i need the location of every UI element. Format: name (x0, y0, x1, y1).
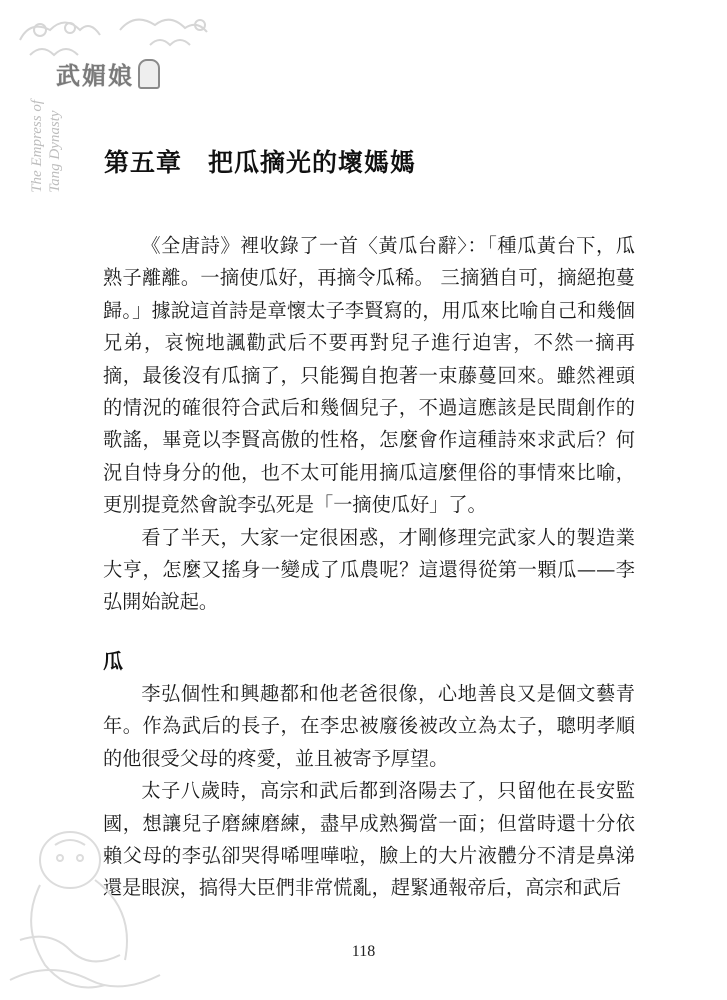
vertical-english-title (28, 100, 64, 193)
section-heading: 瓜 (103, 649, 123, 673)
section-body-text (103, 678, 635, 905)
paragraph: 太子八歲時，高宗和武后都到洛陽去了，只留他在長安監國，想讓兒子磨練磨練，盡早成熟獨當一面；但當時還十分依賴父母的李弘卻哭得唏哩嘩啦，臉上的大片液體分不清是鼻涕還是眼淚，搞得大臣們非常慌亂，趕緊通報帝后，高宗和武后 (103, 779, 635, 900)
seal-icon (138, 59, 160, 89)
cloud-scroll-decoration (0, 0, 260, 110)
series-logo (56, 56, 160, 91)
series-title: 武媚娘 (56, 61, 134, 90)
figure-illustration-decoration (0, 800, 180, 1000)
page-number: 118 (351, 943, 376, 960)
vertical-title-line2: Tang Dynasty (47, 110, 63, 193)
vertical-title-line1: The Empress of (29, 100, 45, 193)
paragraph: 李弘個性和興趣都和他老爸很像，心地善良又是個文藝青年。作為武后的長子，在李忠被廢後被改立為太子，聰明孝順的他很受父母的疼愛，並且被寄予厚望。 (103, 682, 635, 770)
paragraph: 看了半天，大家一定很困惑，才剛修理完武家人的製造業大亨，怎麼又搖身一變成了瓜農呢？這還得從第一顆瓜——李弘開始說起。 (103, 525, 635, 614)
main-body-text (103, 230, 635, 619)
paragraph: 《全唐詩》裡收錄了一首〈黃瓜台辭〉：「種瓜黃台下，瓜熟子離離。一摘使瓜好，再摘令瓜稀。 三摘猶自可，摘絕抱蔓歸。」據說這首詩是章懷太子李賢寫的，用瓜來比喻自己和幾個兄弟，哀惋地諷勸武后不要再對兒子進行迫害，不然一摘再摘，最後沒有瓜摘了，只能獨自抱著一束藤蔓回來。雖然裡頭的情況的確很符合武后和幾個兒子，不過這應該是民間創作的歌謠，畢竟以李賢高傲的性格，怎麼會作這種詩來求武后？何況自恃身分的他，也不太可能用摘瓜這麼俚俗的事情來比喻，更別提竟然會說李弘死是「一摘使瓜好」了。 (103, 234, 635, 517)
chapter-heading: 第五章 把瓜摘光的壞媽媽 (104, 148, 417, 177)
